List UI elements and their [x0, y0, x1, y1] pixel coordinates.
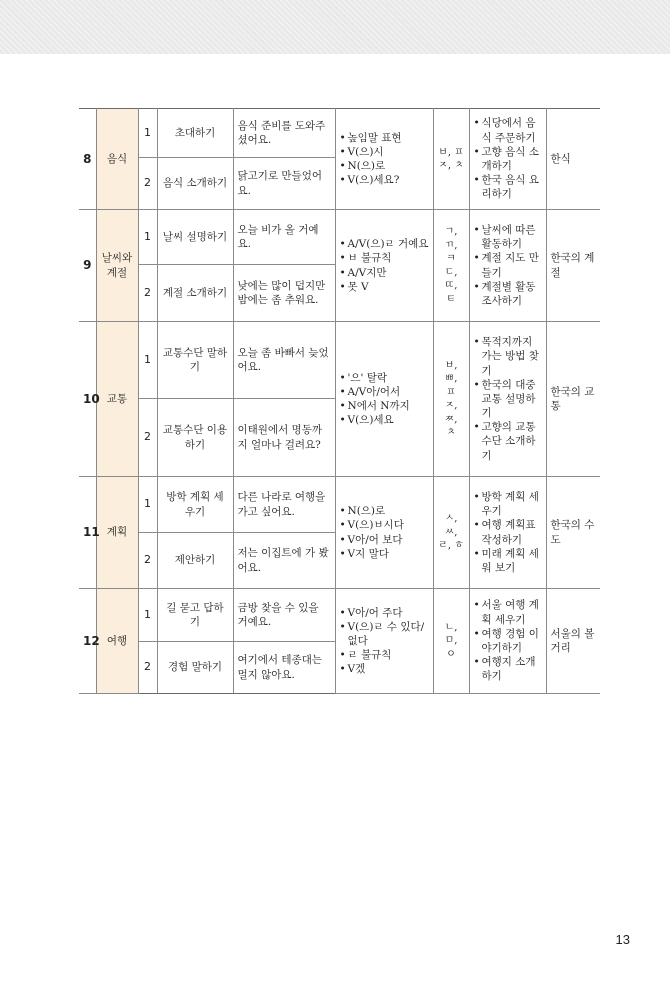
- culture-cell: 한식: [546, 109, 600, 210]
- lesson-expression: 저는 이집트에 가 봤어요.: [233, 533, 335, 589]
- task-item: • 여행 계획표 작성하기: [474, 518, 542, 546]
- lesson-number: 1: [138, 589, 157, 642]
- grammar-item: • V(으)시: [340, 145, 429, 159]
- table-row: [79, 589, 600, 642]
- grammar-item: • V(으)ㄹ 수 있다/없다: [340, 620, 429, 648]
- lesson-number: 2: [138, 533, 157, 589]
- lesson-expression: 음식 준비를 도와주셨어요.: [233, 109, 335, 158]
- lesson-expression: 여기에서 테종대는 멀지 않아요.: [233, 642, 335, 694]
- task-item: • 날씨에 따른 활동하기: [474, 223, 542, 251]
- grammar-item: • V(으)ㅂ시다: [340, 518, 429, 532]
- lesson-number: 1: [138, 210, 157, 265]
- grammar-item: • A/V아/어서: [340, 385, 429, 399]
- lesson-number: 2: [138, 642, 157, 694]
- lesson-number: 1: [138, 477, 157, 533]
- task-item: • 여행 경험 이야기하기: [474, 627, 542, 655]
- grammar-item: • V지 말다: [340, 547, 429, 561]
- lesson-number: 2: [138, 399, 157, 477]
- task-cell: [469, 322, 546, 477]
- pronunciation-cell: ㄱ, ㄲ, ㅋ ㄷ, ㄸ, ㅌ: [433, 210, 469, 322]
- page-header-band: [0, 0, 670, 54]
- lesson-function: 교통수단 말하기: [157, 322, 233, 399]
- grammar-cell: [335, 322, 433, 477]
- unit-topic: 음식: [96, 109, 138, 210]
- task-item: • 여행지 소개하기: [474, 655, 542, 683]
- unit-number: 11: [79, 477, 96, 589]
- page-number: 13: [615, 932, 630, 947]
- lesson-expression: 이태원에서 명동까지 얼마나 걸려요?: [233, 399, 335, 477]
- grammar-item: • 못 V: [340, 280, 429, 294]
- task-cell: [469, 477, 546, 589]
- task-item: • 한국의 대중 교통 설명하기: [474, 378, 542, 421]
- task-cell: [469, 109, 546, 210]
- lesson-expression: 금방 찾을 수 있을 거예요.: [233, 589, 335, 642]
- unit-topic: 교통: [96, 322, 138, 477]
- table-row: [79, 210, 600, 265]
- grammar-item: • A/V지만: [340, 266, 429, 280]
- grammar-item: • 높임말 표현: [340, 131, 429, 145]
- task-item: • 방학 계획 세우기: [474, 490, 542, 518]
- culture-cell: 한국의 교통: [546, 322, 600, 477]
- pronunciation-cell: ㅂ, ㅍ ㅈ, ㅊ: [433, 109, 469, 210]
- unit-topic: 여행: [96, 589, 138, 694]
- unit-number: 9: [79, 210, 96, 322]
- lesson-function: 날씨 설명하기: [157, 210, 233, 265]
- task-item: • 한국 음식 요리하기: [474, 173, 542, 201]
- lesson-function: 제안하기: [157, 533, 233, 589]
- lesson-function: 초대하기: [157, 109, 233, 158]
- lesson-function: 교통수단 이용하기: [157, 399, 233, 477]
- lesson-expression: 오늘 비가 올 거예요.: [233, 210, 335, 265]
- grammar-item: • '으' 탈락: [340, 371, 429, 385]
- grammar-item: • N(으)로: [340, 504, 429, 518]
- culture-cell: 한국의 수도: [546, 477, 600, 589]
- lesson-expression: 오늘 좀 바빠서 늦었어요.: [233, 322, 335, 399]
- lesson-function: 방학 계획 세우기: [157, 477, 233, 533]
- lesson-number: 2: [138, 158, 157, 210]
- lesson-function: 길 묻고 답하기: [157, 589, 233, 642]
- table-row: [79, 322, 600, 399]
- table-row: [79, 477, 600, 533]
- task-item: • 계절별 활동 조사하기: [474, 280, 542, 308]
- grammar-item: • V아/어 보다: [340, 533, 429, 547]
- lesson-number: 1: [138, 322, 157, 399]
- grammar-item: • ㅂ 불규칙: [340, 251, 429, 265]
- pronunciation-cell: ㅂ, ㅃ, ㅍ ㅈ, ㅉ, ㅊ: [433, 322, 469, 477]
- task-item: • 고향의 교통 수단 소개하기: [474, 420, 542, 463]
- unit-number: 10: [79, 322, 96, 477]
- lesson-function: 음식 소개하기: [157, 158, 233, 210]
- grammar-cell: [335, 589, 433, 694]
- unit-topic: 계획: [96, 477, 138, 589]
- grammar-item: • N에서 N까지: [340, 399, 429, 413]
- table-row: [79, 109, 600, 158]
- culture-cell: 한국의 계절: [546, 210, 600, 322]
- lesson-expression: 다른 나라로 여행을 가고 싶어요.: [233, 477, 335, 533]
- grammar-cell: [335, 210, 433, 322]
- lesson-number: 1: [138, 109, 157, 158]
- lesson-expression: 닭고기로 만들었어요.: [233, 158, 335, 210]
- task-item: • 계절 지도 만들기: [474, 251, 542, 279]
- task-item: • 식당에서 음식 주문하기: [474, 116, 542, 144]
- grammar-item: • V(으)세요?: [340, 173, 429, 187]
- task-item: • 미래 계획 세워 보기: [474, 547, 542, 575]
- grammar-cell: [335, 109, 433, 210]
- lesson-function: 경험 말하기: [157, 642, 233, 694]
- task-item: • 목적지까지 가는 방법 찾기: [474, 335, 542, 378]
- pronunciation-cell: ㅅ, ㅆ, ㄹ, ㅎ: [433, 477, 469, 589]
- grammar-cell: [335, 477, 433, 589]
- grammar-item: • A/V(으)ㄹ 거예요: [340, 237, 429, 251]
- grammar-item: • V겠: [340, 662, 429, 676]
- pronunciation-cell: ㄴ, ㅁ, ㅇ: [433, 589, 469, 694]
- culture-cell: 서울의 볼거리: [546, 589, 600, 694]
- unit-number: 8: [79, 109, 96, 210]
- grammar-item: • ㄹ 불규칙: [340, 648, 429, 662]
- curriculum-table: [79, 108, 600, 694]
- lesson-number: 2: [138, 265, 157, 322]
- grammar-item: • V아/어 주다: [340, 606, 429, 620]
- unit-number: 12: [79, 589, 96, 694]
- grammar-item: • V(으)세요: [340, 413, 429, 427]
- task-cell: [469, 589, 546, 694]
- task-cell: [469, 210, 546, 322]
- lesson-expression: 낮에는 많이 덥지만 밤에는 좀 추워요.: [233, 265, 335, 322]
- task-item: • 고향 음식 소개하기: [474, 145, 542, 173]
- task-item: • 서울 여행 계획 세우기: [474, 598, 542, 626]
- grammar-item: • N(으)로: [340, 159, 429, 173]
- lesson-function: 계절 소개하기: [157, 265, 233, 322]
- unit-topic: 날씨와 계절: [96, 210, 138, 322]
